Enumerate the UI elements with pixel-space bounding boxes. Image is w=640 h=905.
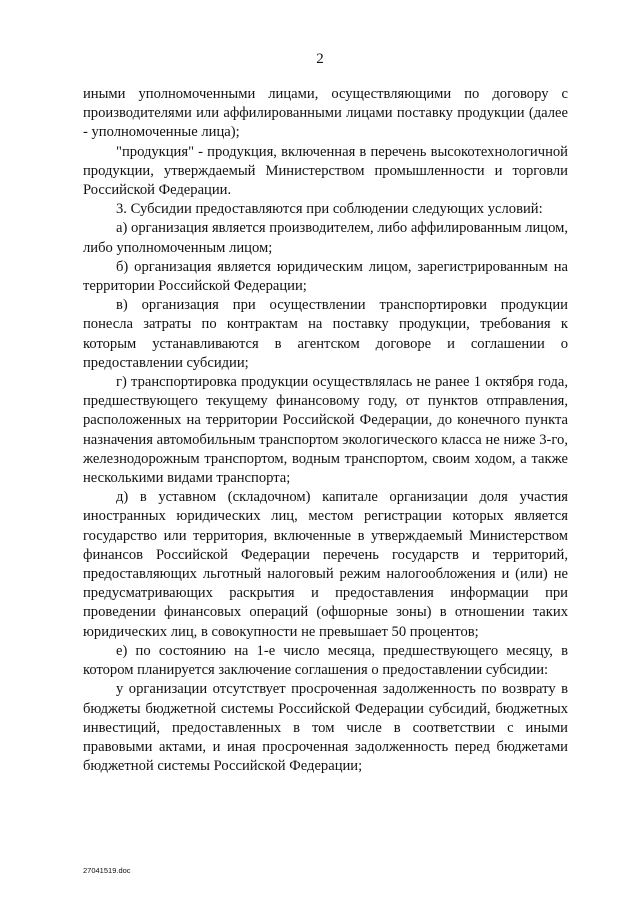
paragraph-condition-d: д) в уставном (складочном) капитале организации доля участия иностранных юридических лиц, местом регистрации которых является государство или территория, включенные в утверждаемый Министерством финансов Российской Федерации перечень государств и территорий, предоставляющих льготный налоговый режим налогообложения и (или) не предусматривающих раскрытия и предоставления информации при проведении финансовых операций (офшорные зоны) в отношении таких юридических лиц, в совокупности не превышает 50 процентов; bbox=[83, 489, 568, 640]
paragraph-conditions-intro: 3. Субсидии предоставляются при соблюдении следующих условий: bbox=[116, 201, 543, 218]
paragraph-no-overdue-debt: у организации отсутствует просроченная задолженность по возврату в бюджеты бюджетной системы Российской Федерации субсидий, бюджетных инвестиций, предоставленных в том числе в соответствии с иными правовыми актами, и иная просроченная задолженность перед бюджетами бюджетной системы Российской Федерации; bbox=[83, 681, 568, 775]
paragraph-condition-a: а) организация является производителем, либо аффилированным лицом, либо уполномоченным лицом; bbox=[83, 220, 568, 256]
document-body bbox=[83, 85, 568, 776]
paragraph-condition-b: б) организация является юридическим лицом, зарегистрированным на территории Российской Федерации; bbox=[83, 258, 568, 295]
document-filename: 27041519.doc bbox=[83, 866, 131, 875]
paragraph-condition-v: в) организация при осуществлении транспортировки продукции понесла затраты по контрактам на поставку продукции, требования к которым устанавливаются в агентском договоре и соглашении о предоставлении субсидии; bbox=[83, 297, 568, 371]
paragraph-condition-e: е) по состоянию на 1-е число месяца, предшествующего месяцу, в котором планируется заключение соглашения о предоставлении субсидии: bbox=[83, 642, 568, 679]
paragraph-authorized-persons: иными уполномоченными лицами, осуществляющими по договору с производителями или аффилированными лицами поставку продукции (далее - уполномоченные лица); bbox=[83, 86, 568, 141]
page-number: 2 bbox=[316, 51, 324, 67]
paragraph-condition-g: г) транспортировка продукции осуществлялась не ранее 1 октября года, предшествующего текущему финансовому году, от пунктов отправления, расположенных на территории Российской Федерации, до конечного пункта назначения автомобильным транспортом экологического класса не ниже 3-го, железнодорожным транспортом, водным транспортом, своим ходом, а также несколькими видами транспорта; bbox=[83, 374, 568, 487]
paragraph-product-definition: "продукция" - продукция, включенная в перечень высокотехнологичной продукции, утверждаемый Министерством промышленности и торговли Российской Федерации. bbox=[83, 143, 568, 199]
